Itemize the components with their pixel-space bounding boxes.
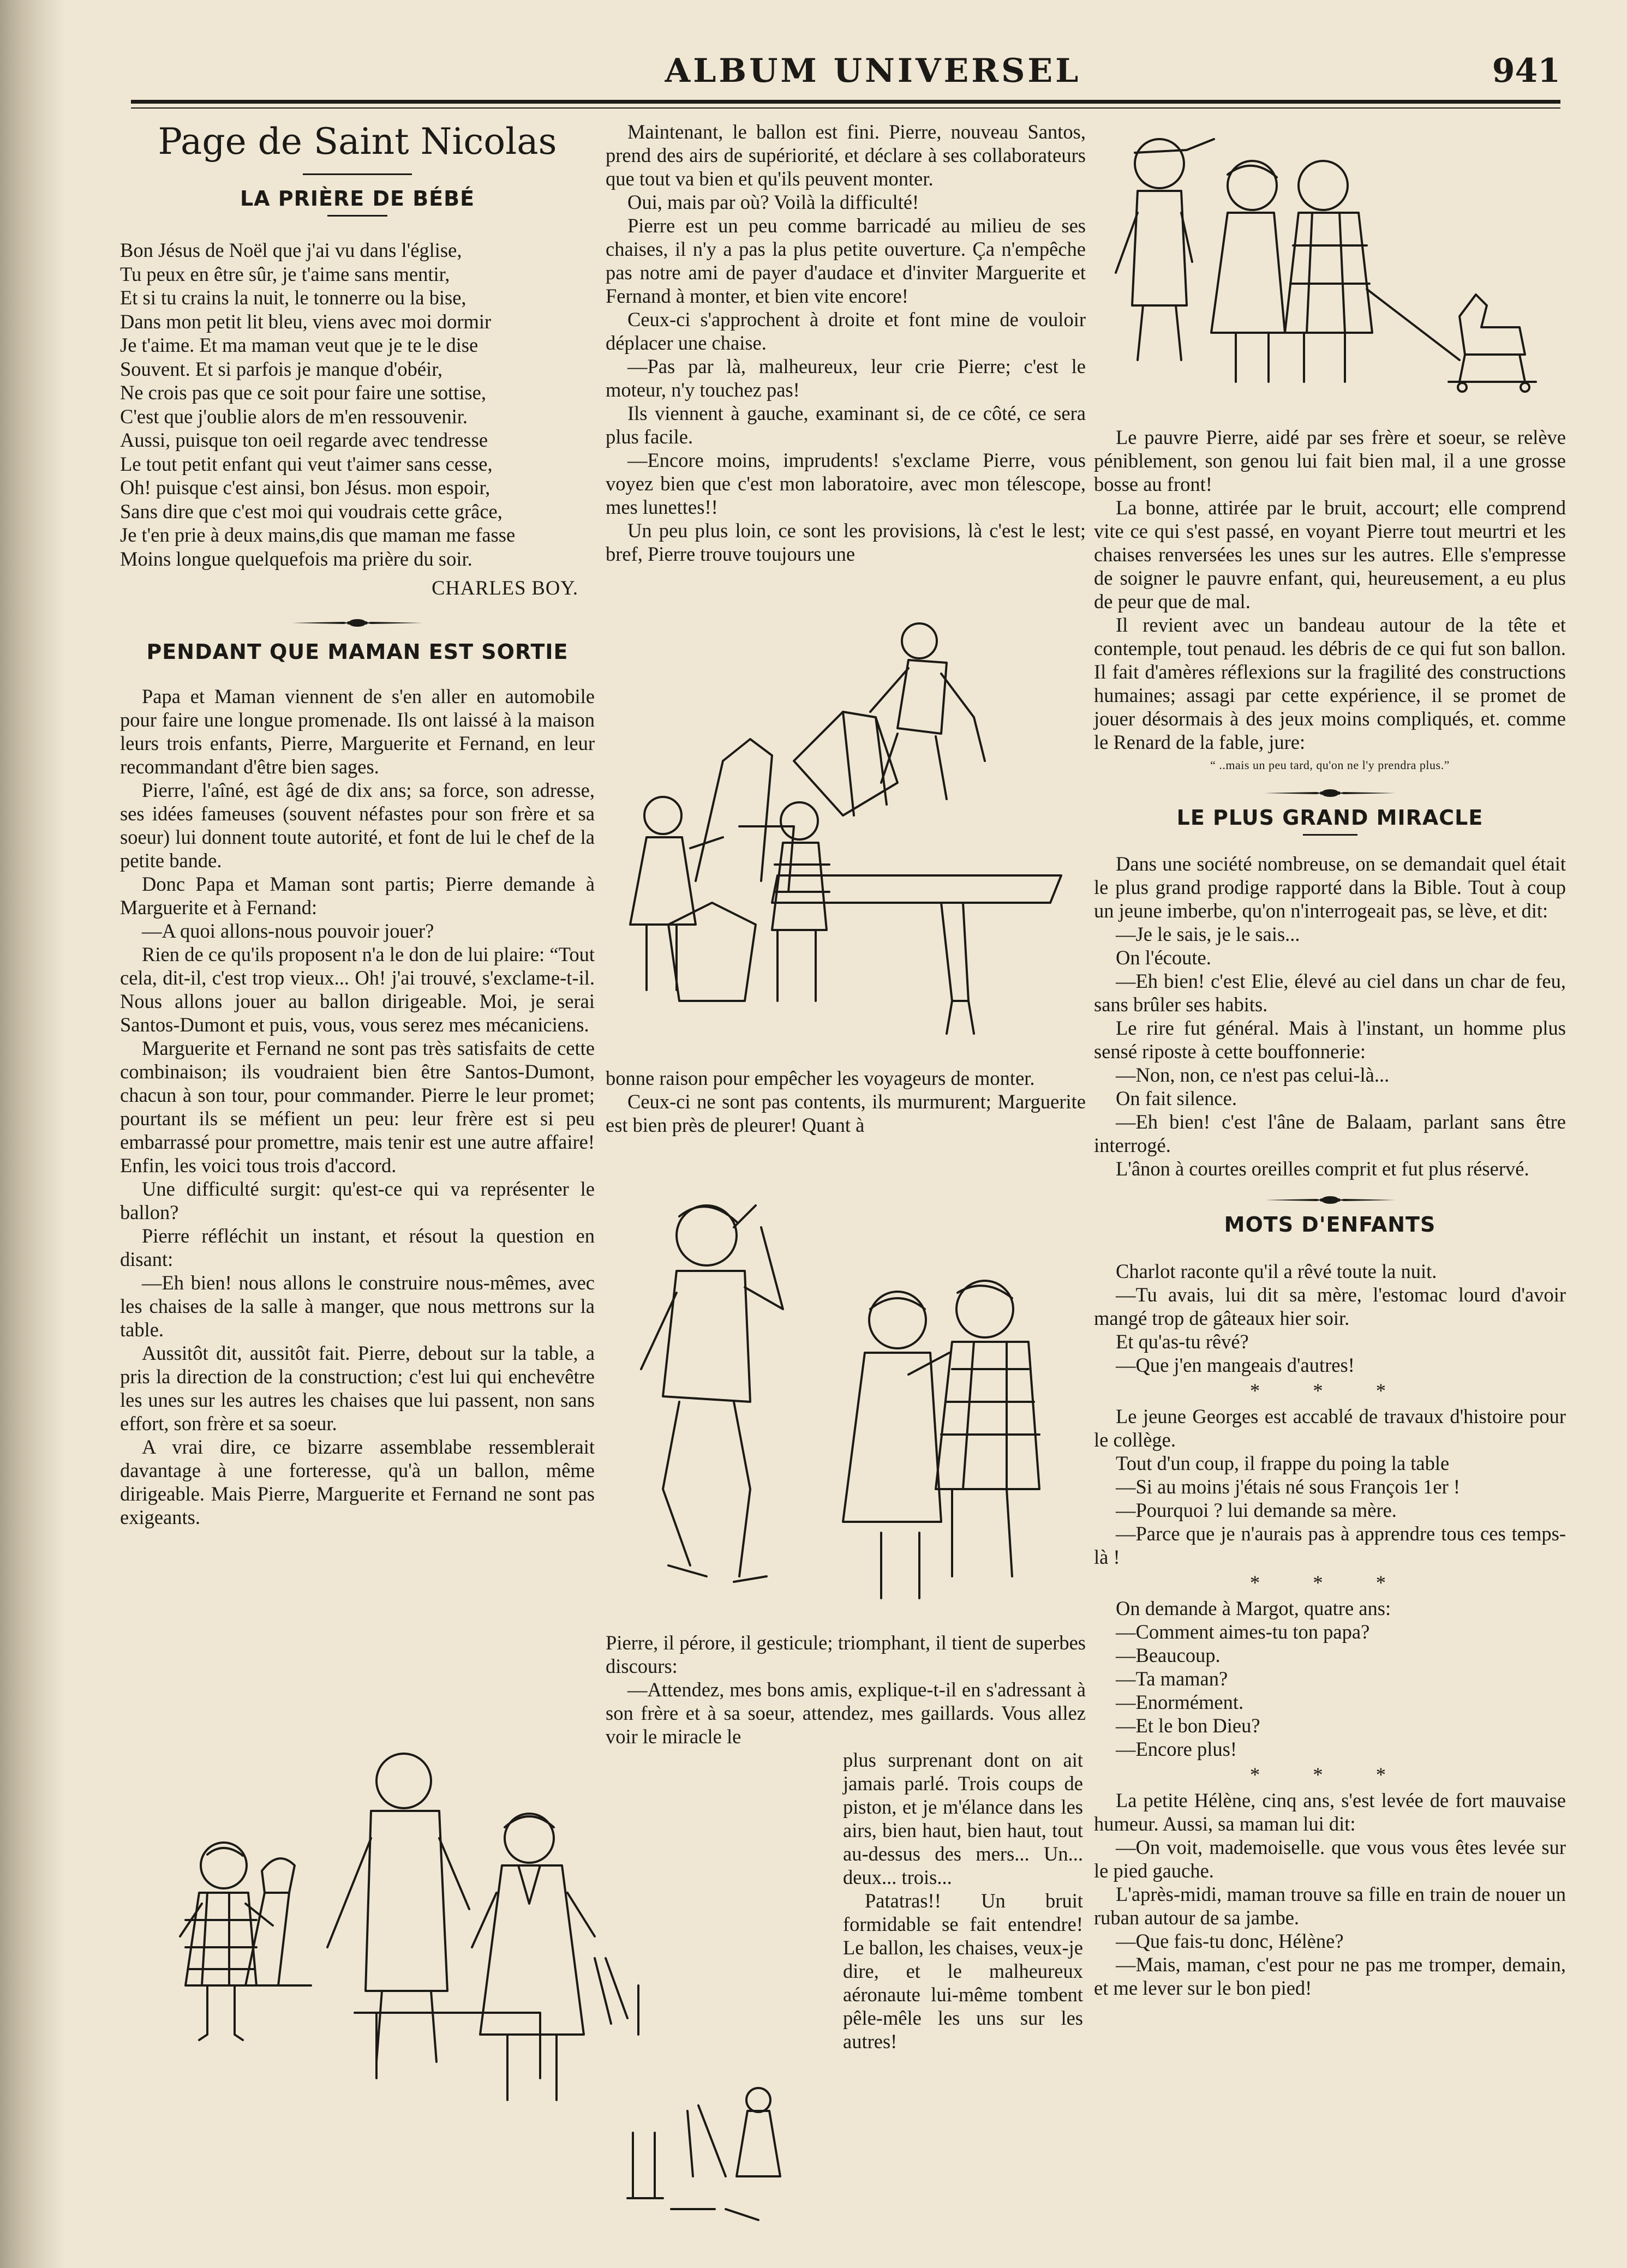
mots-line: —Si au moins j'étais né sous François 1er !: [1116, 1475, 1461, 1498]
story-paragraph: A vrai dire, ce bizarre assemblabe ressemblerait davantage à une forteresse, qu'à un ballon, même dirigeable. Mais Pierre, Marguerite et Fernand ne sont pas exigeants.: [120, 1435, 595, 1528]
miracle-paragraph: —Non, non, ce n'est pas celui-là...: [1116, 1064, 1390, 1086]
story-paragraph: Il revient avec un bandeau autour de la tête et contemple, tout penaud. les débris de ce qui fut son ballon. Il fait d'amères réflexions sur la fragilité des constructions humaines; assagi par cette expérience, il se promet de jouer désormais à des jeux moins compliqués, et. comme le Renard de la fable, jure:: [1094, 614, 1566, 753]
mots-line: —On voit, mademoiselle. que vous vous êtes levée sur le pied gauche.: [1094, 1836, 1566, 1882]
poem-author: CHARLES BOY.: [432, 577, 578, 599]
mots-line: —Et le bon Dieu?: [1116, 1714, 1260, 1737]
mots-line: Tout d'un coup, il frappe du poing la table: [1116, 1452, 1450, 1474]
girl: [1211, 161, 1285, 382]
poem-line: Aussi, puisque ton oeil regarde avec tendresse: [120, 429, 488, 451]
story-paragraph: Donc Papa et Maman sont partis; Pierre demande à Marguerite et à Fernand:: [120, 872, 595, 919]
poem-line: Le tout petit enfant qui veut t'aimer sans cesse,: [120, 452, 493, 475]
mots-line: —Mais, maman, c'est pour ne pas me tromper, demain, et me lever sur le bon pied!: [1094, 1953, 1566, 1999]
story-paragraph: Ceux-ci ne sont pas contents, ils murmurent; Marguerite est bien près de pleurer! Quant à: [606, 1090, 1086, 1136]
header-rule-thin: [131, 107, 1560, 109]
column-2-narrow: [843, 1748, 1083, 2053]
miracle-paragraph: L'ânon à courtes oreilles comprit et fut plus réservé.: [1116, 1157, 1529, 1180]
story-paragraph: Le pauvre Pierre, aidé par ses frère et soeur, se relève péniblement, son genou lui fait bien mal, il a une grosse bosse au front!: [1094, 426, 1566, 495]
page-header: [131, 52, 1560, 101]
miracle-title-rule: [1303, 834, 1357, 836]
stars-separator: * * *: [1250, 1571, 1410, 1594]
miracle-paragraph: On fait silence.: [1116, 1087, 1237, 1109]
mots-line: —Parce que je n'aurais pas à apprendre tous ces temps-là !: [1094, 1522, 1566, 1568]
column-3: [1094, 425, 1566, 2000]
publication-title: ALBUM UNIVERSEL: [665, 52, 1081, 90]
poem-title: LA PRIÈRE DE BÉBÉ: [240, 187, 475, 211]
mots-line: L'après-midi, maman trouve sa fille en train de nouer un ruban autour de sa jambe.: [1094, 1883, 1566, 1929]
poem-line: Oh! puisque c'est ainsi, bon Jésus. mon espoir,: [120, 476, 491, 499]
column-1: [120, 120, 595, 1529]
ornament-divider: [1094, 788, 1566, 799]
story-paragraph: Un peu plus loin, ce sont les provisions, là c'est le lest; bref, Pierre trouve toujours une: [606, 519, 1086, 565]
rocking-horse: [1367, 289, 1536, 392]
story-paragraph: Ils viennent à gauche, examinant si, de ce côté, ce sera plus facile.: [606, 402, 1086, 448]
mots-line: Charlot raconte qu'il a rêvé toute la nuit.: [1116, 1260, 1437, 1282]
story-paragraph: Patatras!! Un bruit formidable se fait entendre! Le ballon, les chaises, veux-je dire, et le malheureux aéronaute lui-même tombent pêle-mêle les uns sur les autres!: [843, 1889, 1083, 2053]
story-paragraph: Ceux-ci s'approchent à droite et font mine de vouloir déplacer une chaise.: [606, 308, 1086, 354]
story-paragraph: Rien de ce qu'ils proposent n'a le don de lui plaire: “Tout cela, dit-il, c'est trop vieux... Oh! j'ai trouvé, s'exclame-t-il. Nous allons jouer au ballon dirigeable. Moi, je serai Santos-Dumont et puis, vous, vous serez mes mécaniciens.: [120, 943, 595, 1036]
poem-line: Ne crois pas que ce soit pour faire une sottise,: [120, 381, 486, 404]
miracle-title: LE PLUS GRAND MIRACLE: [1176, 806, 1484, 830]
story-paragraph: Papa et Maman viennent de s'en aller en automobile pour faire une longue promenade. Ils ont laissé à la maison leurs trois enfants, Pierre, Marguerite et Fernand, en leur recommandant d'être bien sages.: [120, 685, 595, 778]
ornament-divider: [1094, 1195, 1566, 1205]
closing-quote: “ ..mais un peu tard, qu'on ne l'y prendra plus.”: [1210, 758, 1450, 772]
mots-line: La petite Hélène, cinq ans, s'est levée de fort mauvaise humeur. Aussi, sa maman lui dit:: [1094, 1789, 1566, 1835]
mots-line: Et qu'as-tu rêvé?: [1116, 1330, 1249, 1353]
story-paragraph: Maintenant, le ballon est fini. Pierre, nouveau Santos, prend des airs de supériorité, et déclare à ses collaborateurs que tout va bien et qu'ils peuvent monter.: [606, 121, 1086, 190]
miracle-paragraph: —Je le sais, je le sais...: [1116, 923, 1300, 945]
boy-plaid: [1285, 161, 1372, 382]
poem-line: Moins longue quelquefois ma prière du soir.: [120, 547, 472, 570]
girl-with-doll: [472, 1814, 595, 2100]
story-paragraph: Pierre, l'aîné, est âgé de dix ans; sa force, son adresse, ses idées fameuses (souvent néfastes pour son frère et sa soeur) lui donnent toute autorité, et font de lui le chef de la petite bande.: [120, 778, 595, 872]
story-paragraph: Pierre, il pérore, il gesticule; triomphant, il tient de superbes discours:: [606, 1631, 1086, 1677]
page-heading: Page de Saint Nicolas: [158, 121, 557, 163]
girl-crying: [843, 1292, 941, 1598]
stars-separator: * * *: [1250, 1379, 1410, 1402]
miracle-paragraph: —Eh bien! c'est l'âne de Balaam, parlant sans être interrogé.: [1094, 1111, 1566, 1156]
mots-line: —Encore plus!: [1116, 1738, 1237, 1760]
column-2-bottom: [606, 1631, 1086, 1748]
story-paragraph: La bonne, attirée par le bruit, accourt; elle comprend vite ce qui s'est passé, en voyant Pierre tout meurtri et les chaises renversées les unes sur les autres. Elle s'empresse de soigner le pauvre enfant, qui, heureusement, a eu plus de peur que de mal.: [1094, 496, 1566, 613]
miracle-paragraph: On l'écoute.: [1116, 946, 1211, 969]
mots-line: —Enormément.: [1116, 1691, 1244, 1713]
mots-line: —Que j'en mangeais d'autres!: [1116, 1354, 1355, 1376]
scattered-toys: [595, 1958, 780, 2220]
pierre-gesturing: [641, 1205, 783, 1582]
poem-line: Je t'en prie à deux mains,dis que maman me fasse: [120, 524, 516, 546]
illustration-children-playing: [147, 1729, 802, 2247]
poem-line: Tu peux en être sûr, je t'aime sans mentir,: [120, 262, 450, 285]
story-paragraph: Pierre est un peu comme barricadé au milieu de ses chaises, il n'y a pas la plus petite ouverture. Ça n'empêche pas notre ami de payer d'audace et d'inviter Marguerite et Fernand à monter, et bien vite encore!: [606, 214, 1086, 307]
story-paragraph: —Eh bien! nous allons le construire nous-mêmes, avec les chaises de la salle à manger, que nous mettrons sur la table.: [120, 1271, 595, 1341]
story-paragraph: Oui, mais par où? Voilà la difficulté!: [627, 191, 919, 213]
mots-line: —Pourquoi ? lui demande sa mère.: [1116, 1499, 1397, 1521]
story-paragraph: bonne raison pour empêcher les voyageurs de monter.: [606, 1067, 1035, 1089]
miracle-paragraph: Dans une société nombreuse, on se demandait quel était le plus grand prodige rapporté dans la Bible. Tout à coup un jeune imberbe, qu'on n'interrogeait pas, se lève, et dit:: [1094, 853, 1566, 922]
boy-comforting: [908, 1281, 1039, 1576]
child-with-horse: [180, 1843, 273, 2040]
poem-line: C'est que j'oublie alors de m'en ressouvenir.: [120, 405, 468, 428]
mots-line: Le jeune Georges est accablé de travaux d'histoire pour le collège.: [1094, 1405, 1566, 1451]
poem-line: Dans mon petit lit bleu, viens avec moi dormir: [120, 310, 492, 333]
header-rule-thick: [131, 100, 1560, 104]
poem-title-rule: [327, 215, 387, 217]
mots-line: —Beaucoup.: [1116, 1644, 1221, 1666]
miracle-paragraph: —Eh bien! c'est Elie, élevé au ciel dans un char de feu, sans brûler ses habits.: [1094, 970, 1566, 1016]
tall-boy: [327, 1754, 540, 2078]
mots-line: —Que fais-tu donc, Hélène?: [1116, 1930, 1344, 1952]
story-paragraph: plus surprenant dont on ait jamais parlé. Trois coups de piston, et je m'élance dans les airs, bien haut, bien haut, tout au-dessus des mers... Un... deux... trois...: [843, 1749, 1083, 1888]
heading-rule: [303, 173, 412, 175]
binding-gutter: [0, 0, 65, 2268]
poem-line: Et si tu crains la nuit, le tonnerre ou la bise,: [120, 286, 466, 309]
story-title: PENDANT QUE MAMAN EST SORTIE: [146, 639, 569, 664]
illustration-pierre-speech: [625, 1184, 1072, 1625]
mots-title: MOTS D'ENFANTS: [1224, 1213, 1436, 1237]
bandaged-boy: [1116, 139, 1214, 360]
story-paragraph: —Encore moins, imprudents! s'exclame Pierre, vous voyez bien que c'est mon laboratoire, avec mon télescope, mes lunettes!!: [606, 449, 1086, 518]
illustration-bandaged-boy: [1105, 125, 1558, 415]
story-paragraph: Pierre réfléchit un instant, et résout la question en disant:: [120, 1224, 595, 1270]
story-paragraph: —Pas par là, malheureux, leur crie Pierre; c'est le moteur, n'y touchez pas!: [606, 355, 1086, 401]
story-paragraph: Marguerite et Fernand ne sont pas très satisfaits de cette combinaison; ils voudraient bien être Santos-Dumont, chacun à son tour, pour commander. Pierre le leur promet; pourtant ils se méfient un peu: leur frère est si peu embarrassé pour promettre, mais tenir est une autre affaire! Enfin, les voici tous trois d'accord.: [120, 1036, 595, 1177]
column-2-middle: [606, 1066, 1086, 1137]
illustration-chair-balloon: [614, 619, 1083, 1050]
poem: [120, 238, 595, 600]
miracle-paragraph: Le rire fut général. Mais à l'instant, un homme plus sensé riposte à cette bouffonnerie:: [1094, 1017, 1566, 1063]
story-paragraph: —Attendez, mes bons amis, explique-t-il en s'adressant à son frère et à sa soeur, attendez, mes gaillards. Vous allez voir le miracle le: [606, 1678, 1086, 1748]
mots-line: —Comment aimes-tu ton papa?: [1116, 1621, 1370, 1643]
poem-line: Sans dire que c'est moi qui voudrais cette grâce,: [120, 500, 503, 523]
mots-line: —Ta maman?: [1116, 1667, 1228, 1690]
story-paragraph: —A quoi allons-nous pouvoir jouer?: [142, 919, 434, 942]
page-number: 941: [1492, 52, 1560, 90]
ornament-divider: [120, 617, 595, 628]
mots-line: —Tu avais, lui dit sa mère, l'estomac lourd d'avoir mangé trop de gâteaux hier soir.: [1094, 1283, 1566, 1329]
poem-line: Souvent. Et si parfois je manque d'obéir,: [120, 357, 443, 380]
story-paragraph: Une difficulté surgit: qu'est-ce qui va représenter le ballon?: [120, 1177, 595, 1223]
mots-line: On demande à Margot, quatre ans:: [1116, 1597, 1391, 1619]
column-2: [606, 120, 1086, 566]
boy-on-chairs: [870, 623, 985, 799]
story-paragraph: Aussitôt dit, aussitôt fait. Pierre, debout sur la table, a pris la direction de la construction; c'est lui qui enchevêtre les unes sur les autres les chaises que lui passent, non sans effort, son frère et sa soeur.: [120, 1341, 595, 1435]
stars-separator: * * *: [1250, 1763, 1410, 1786]
poem-line: Je t'aime. Et ma maman veut que je te le dise: [120, 334, 478, 356]
poem-line: Bon Jésus de Noël que j'ai vu dans l'église,: [120, 239, 462, 261]
